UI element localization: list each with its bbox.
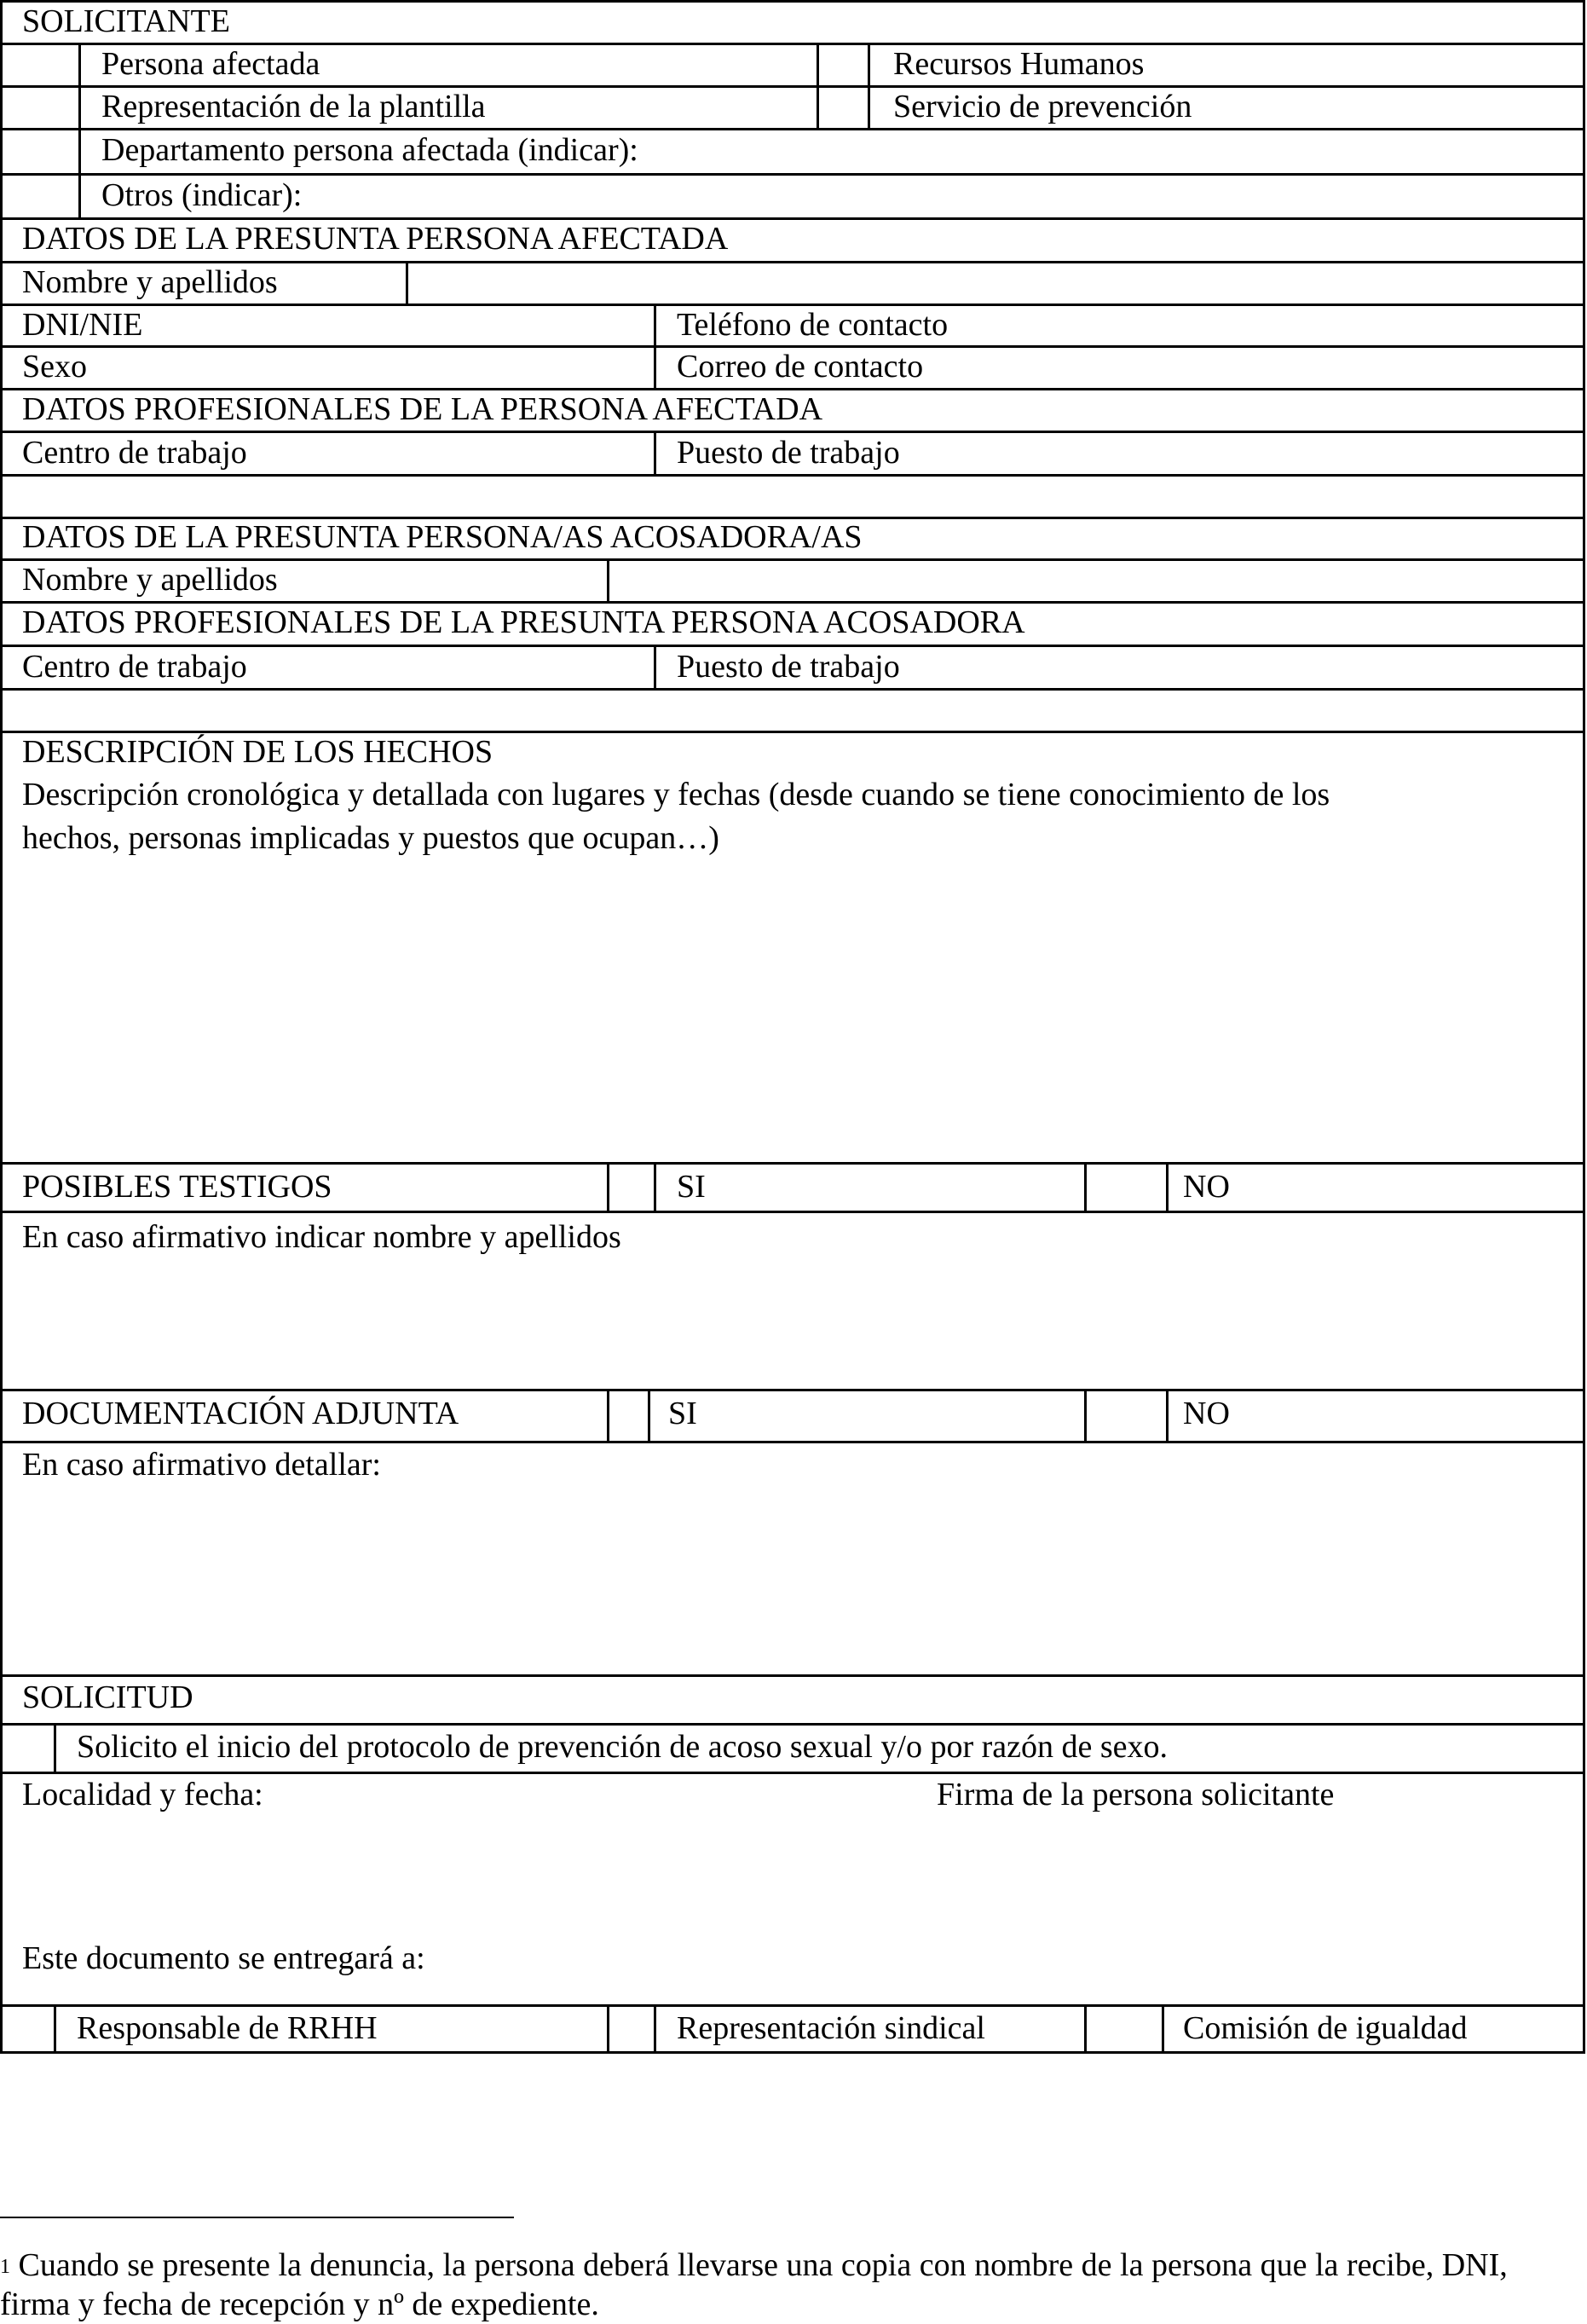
afectada-telefono-field[interactable] [972, 306, 1583, 345]
label-persona-afectada: Persona afectada [101, 46, 320, 82]
testigos-detail-area[interactable] [3, 1262, 1583, 1389]
footnote [0, 2246, 1560, 2324]
checkbox-representacion-plantilla[interactable] [3, 88, 78, 128]
hechos-instructions-line2: hechos, personas implicadas y puestos que ocupan…) [22, 820, 719, 856]
hechos-description-area[interactable] [3, 861, 1583, 1162]
afectada-sexo-field[interactable] [119, 348, 654, 388]
checkbox-departamento[interactable] [3, 130, 78, 173]
label-entrega-igualdad: Comisión de igualdad [1183, 2010, 1468, 2046]
label-representacion-plantilla: Representación de la plantilla [101, 89, 486, 124]
checkbox-entrega-igualdad[interactable] [1087, 2007, 1162, 2051]
firma-field[interactable] [929, 1816, 1583, 1935]
checkbox-testigos-si[interactable] [609, 1165, 654, 1211]
label-afectada-puesto: Puesto de trabajo [677, 435, 900, 471]
section-title-solicitud: SOLICITUD [22, 1679, 193, 1715]
afectada-centro-field[interactable] [298, 433, 654, 474]
checkbox-servicio-prevencion[interactable] [819, 88, 868, 128]
section-title-profesionales-acosadora: DATOS PROFESIONALES DE LA PRESUNTA PERSONA ACOSADORA [22, 604, 1025, 640]
checkbox-solicitud[interactable] [3, 1726, 54, 1772]
label-afectada-telefono: Teléfono de contacto [677, 307, 949, 343]
acosadora-centro-field[interactable] [298, 647, 654, 688]
acosadora-puesto-field[interactable] [955, 647, 1583, 688]
label-firma: Firma de la persona solicitante [937, 1777, 1335, 1812]
label-localidad-fecha: Localidad y fecha: [22, 1777, 263, 1812]
label-entrega-sindical: Representación sindical [677, 2010, 985, 2046]
label-testigos-si: SI [677, 1169, 706, 1205]
label-acosadora-centro: Centro de trabajo [22, 649, 247, 685]
section-title-hechos: DESCRIPCIÓN DE LOS HECHOS [22, 734, 493, 770]
checkbox-testigos-no[interactable] [1087, 1165, 1166, 1211]
label-solicitud-request: Solicito el inicio del protocolo de prevención de acoso sexual y/o por razón de sexo. [77, 1729, 1169, 1765]
label-entrega-rrhh: Responsable de RRHH [77, 2010, 378, 2046]
footnote-marker: 1 [0, 2256, 10, 2278]
label-entrega: Este documento se entregará a: [22, 1940, 425, 1976]
acosadora-nombre-field[interactable] [609, 561, 1583, 601]
label-documentacion-detail: En caso afirmativo detallar: [22, 1447, 381, 1483]
checkbox-entrega-rrhh[interactable] [3, 2007, 54, 2051]
label-afectada-sexo: Sexo [22, 349, 87, 384]
hechos-instructions-line1: Descripción cronológica y detallada con lugares y fechas (desde cuando se tiene conocimiento de los [22, 777, 1330, 812]
label-afectada-dni: DNI/NIE [22, 307, 143, 343]
label-testigos-no: NO [1183, 1169, 1230, 1205]
label-acosadora-puesto: Puesto de trabajo [677, 649, 900, 685]
checkbox-documentacion-si[interactable] [609, 1391, 648, 1441]
label-testigos-detail: En caso afirmativo indicar nombre y apellidos [22, 1219, 621, 1255]
afectada-dni-field[interactable] [170, 306, 654, 345]
label-otros: Otros (indicar): [101, 177, 303, 213]
afectada-correo-field[interactable] [972, 348, 1583, 388]
label-documentacion-si: SI [668, 1396, 697, 1431]
label-recursos-humanos: Recursos Humanos [893, 46, 1145, 82]
section-title-profesionales-afectada: DATOS PROFESIONALES DE LA PERSONA AFECTADA [22, 391, 823, 427]
afectada-nombre-field[interactable] [408, 263, 1583, 304]
footnote-text: Cuando se presente la denuncia, la persona deberá llevarse una copia con nombre de la persona que la recibe, DNI, firma y fecha de recepción y nº de expediente. [0, 2247, 1508, 2322]
section-title-solicitante: SOLICITANTE [22, 3, 230, 39]
localidad-fecha-field[interactable] [3, 1816, 923, 1935]
footnote-separator [0, 2217, 514, 2218]
label-afectada-correo: Correo de contacto [677, 349, 924, 384]
label-departamento: Departamento persona afectada (indicar): [101, 132, 638, 168]
label-acosadora-nombre: Nombre y apellidos [22, 562, 278, 598]
section-title-testigos: POSIBLES TESTIGOS [22, 1169, 332, 1205]
documentacion-detail-area[interactable] [3, 1492, 1583, 1674]
label-servicio-prevencion: Servicio de prevención [893, 89, 1192, 124]
afectada-puesto-field[interactable] [955, 433, 1583, 474]
checkbox-otros[interactable] [3, 176, 78, 217]
section-title-documentacion: DOCUMENTACIÓN ADJUNTA [22, 1396, 459, 1431]
checkbox-persona-afectada[interactable] [3, 45, 78, 85]
label-documentacion-no: NO [1183, 1396, 1230, 1431]
checkbox-documentacion-no[interactable] [1087, 1391, 1166, 1441]
section-title-afectada: DATOS DE LA PRESUNTA PERSONA AFECTADA [22, 221, 729, 257]
label-afectada-centro: Centro de trabajo [22, 435, 247, 471]
checkbox-recursos-humanos[interactable] [819, 45, 868, 85]
section-title-acosadora: DATOS DE LA PRESUNTA PERSONA/AS ACOSADORA/AS [22, 519, 863, 555]
checkbox-entrega-sindical[interactable] [609, 2007, 654, 2051]
label-afectada-nombre: Nombre y apellidos [22, 264, 278, 300]
